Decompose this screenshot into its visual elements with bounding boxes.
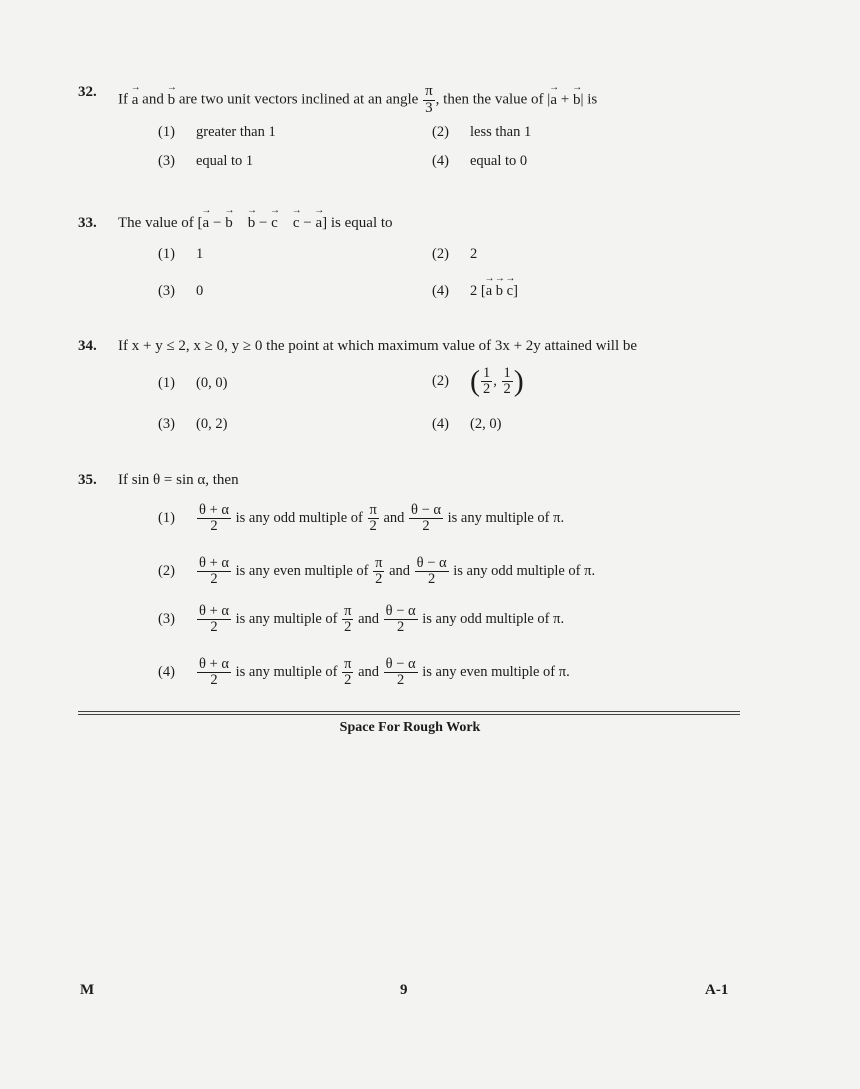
page-number: 9 <box>400 982 408 998</box>
q33-option-2: (2) 2 <box>432 246 478 262</box>
rough-work-rule-bottom <box>78 714 740 715</box>
q34-option-1: (1) (0, 0) <box>158 375 228 391</box>
question-34-text: If x + y ≤ 2, x ≥ 0, y ≥ 0 the point at which maximum value of 3x + 2y attained will be <box>118 338 638 354</box>
question-34-number: 34. <box>78 338 97 354</box>
question-33-number: 33. <box>78 215 97 231</box>
q32-option-4: (4) equal to 0 <box>432 153 528 169</box>
q32-option-2: (2) less than 1 <box>432 124 532 140</box>
q35-option-2: (2) $\frac{\theta + \alpha}{2}$ is any even multiple of $\frac{\pi}{2}$ and $\frac{\theta - \alpha}{2}$ is any odd multiple of π. <box>158 555 596 588</box>
q34-option-3: (3) (0, 2) <box>158 416 228 432</box>
footer-right-code: A-1 <box>705 982 729 998</box>
q32-option-3: (3) equal to 1 <box>158 153 254 169</box>
rough-work-heading: Space For Rough Work <box>339 720 481 735</box>
q33-option-3: (3) 0 <box>158 283 204 299</box>
q33-option-4: (4) 2 [→ a → b → c] <box>432 283 518 300</box>
q35-option-1: (1) $\frac{\theta + \alpha}{2}$ is any odd multiple of $\frac{\pi}{2}$ and $\frac{\theta - \alpha}{2}$ is any multiple of π. <box>158 502 565 535</box>
q33-option-1: (1) 1 <box>158 246 204 262</box>
question-35-number: 35. <box>78 472 97 488</box>
rough-work-rule-top <box>78 711 740 712</box>
question-32-text: If → a and → b are two unit vectors inclined at an angle $\frac{\pi}{3}$ , then the value of |→ a + → b| is <box>118 84 597 117</box>
q35-option-4: (4) $\frac{\theta + \alpha}{2}$ is any multiple of $\frac{\pi}{2}$ and $\frac{\theta - \alpha}{2}$ is any even multiple of π. <box>158 656 570 689</box>
angle-fraction: $\frac{\pi}{3}$ <box>425 83 433 116</box>
q34-option-4: (4) (2, 0) <box>432 416 502 432</box>
question-32-number: 32. <box>78 84 97 100</box>
question-35-text: If sin θ = sin α, then <box>118 472 239 488</box>
q34-option-2: (2) ( $\frac{1}{2}$ , $\frac{1}{2}$ ) <box>432 364 524 398</box>
footer-left-code: M <box>80 982 95 998</box>
q35-option-3: (3) $\frac{\theta + \alpha}{2}$ is any multiple of $\frac{\pi}{2}$ and $\frac{\theta - \alpha}{2}$ is any odd multiple of π. <box>158 603 565 636</box>
q32-option-1: (1) greater than 1 <box>158 124 276 140</box>
question-33-text: The value of [→ a − → b → b − → c → c − → a] is equal to <box>118 215 393 232</box>
